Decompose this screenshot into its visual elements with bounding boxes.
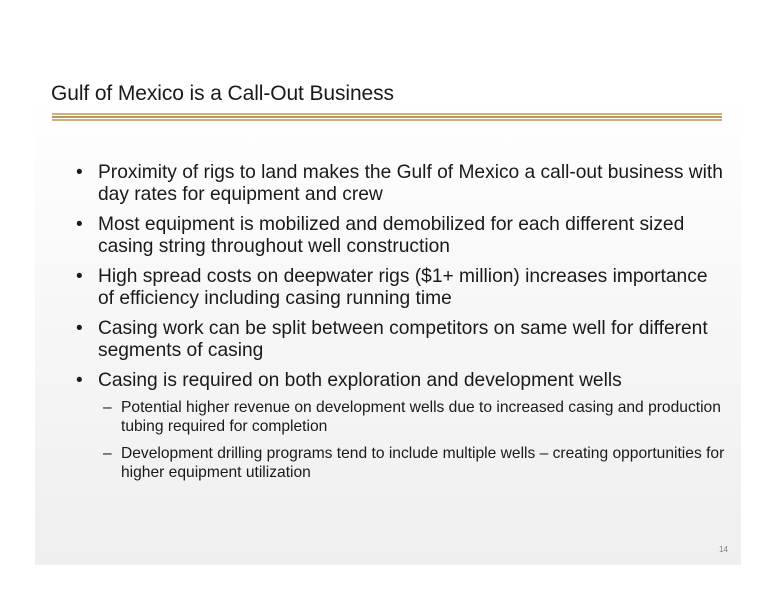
bullet-text: Casing is required on both exploration and development wells bbox=[98, 370, 622, 391]
sub-bullet-text: Potential higher revenue on development wells due to increased casing and production tubing required for completion bbox=[121, 399, 721, 435]
bullet-marker: • bbox=[76, 318, 83, 339]
bullet-item bbox=[76, 162, 726, 206]
bullet-text: Proximity of rigs to land makes the Gulf of Mexico a call-out business with day rates for equipment and crew bbox=[98, 162, 723, 205]
bullet-text: High spread costs on deepwater rigs ($1+ million) increases importance of efficiency including casing running time bbox=[98, 266, 708, 309]
sub-bullet-item bbox=[98, 398, 726, 436]
dash-marker: – bbox=[103, 399, 112, 416]
bullet-marker: • bbox=[76, 214, 83, 235]
bullet-list bbox=[76, 162, 726, 490]
sub-bullet-list bbox=[98, 398, 726, 482]
sub-bullet-item bbox=[98, 444, 726, 482]
bullet-item bbox=[76, 214, 726, 258]
slide-title: Gulf of Mexico is a Call-Out Business bbox=[51, 82, 394, 105]
title-rule-top bbox=[52, 113, 722, 115]
bullet-item bbox=[76, 370, 726, 482]
dash-marker: – bbox=[103, 445, 112, 462]
title-rule-middle bbox=[52, 116, 722, 118]
bullet-text: Casing work can be split between competitors on same well for different segments of casing bbox=[98, 318, 708, 361]
bullet-marker: • bbox=[76, 370, 83, 391]
title-rule-bottom bbox=[52, 119, 722, 121]
bullet-item bbox=[76, 318, 726, 362]
bullet-text: Most equipment is mobilized and demobilized for each different sized casing string throughout well construction bbox=[98, 214, 685, 257]
bullet-marker: • bbox=[76, 162, 83, 183]
bullet-item bbox=[76, 266, 726, 310]
sub-bullet-text: Development drilling programs tend to include multiple wells – creating opportunities for higher equipment utilization bbox=[121, 445, 725, 481]
bullet-marker: • bbox=[76, 266, 83, 287]
page-number: 14 bbox=[719, 545, 728, 554]
